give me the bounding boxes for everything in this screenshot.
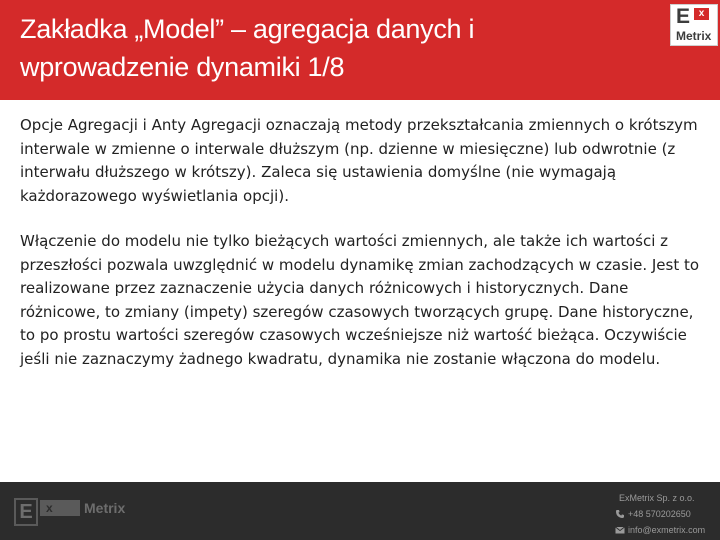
email-row <box>612 522 716 538</box>
email-icon <box>615 525 625 535</box>
slide-body <box>20 114 704 393</box>
company-name: ExMetrix Sp. z o.o. <box>619 493 695 503</box>
email-link[interactable]: info@exmetrix.com <box>628 525 706 535</box>
slide-title: Zakładka „Model” – agregacja danych i wprowadzenie dynamiki 1/8 <box>20 14 475 82</box>
contact-info <box>612 490 716 538</box>
logo-badge: x <box>694 8 709 20</box>
phone-icon <box>615 509 625 519</box>
phone-number: +48 570202650 <box>628 509 691 519</box>
paragraph-dynamics: Włączenie do modelu nie tylko bieżących wartości zmiennych, ale także ich wartości z przeszłości pozwala uwzględnić w modelu dynamikę zmian zachodzących w czasie. Jest to realizowane przez zaznaczenie użycia danych różnicowych i historycznych. Dane różnicowe, to zmiany (impety) szeregów czasowych tworzących grupę. Dane historyczne, to po prostu wartości szeregów czasowych wcześniejsze niż wartość bieżąca. Oczywiście jeśli nie zaznaczymy żadnego kwadratu, dynamika nie zostanie włączona do modelu. <box>20 232 700 368</box>
slide-header <box>0 0 720 100</box>
footer-logo-word: Metrix <box>84 500 126 516</box>
footer-logo-badge: x <box>40 500 80 516</box>
logo-word: Metrix <box>676 29 712 43</box>
logo-letter: E <box>676 5 691 28</box>
slide-footer <box>0 482 720 540</box>
exmetrix-logo <box>670 4 718 46</box>
phone-row <box>612 506 716 522</box>
paragraph-aggregation: Opcje Agregacji i Anty Agregacji oznaczają metody przekształcania zmiennych o krótszym interwale w zmienne o interwale dłuższym (np. dzienne w miesięczne) lub odwrotnie (z interwału dłuższego w krótszy). Zaleca się ustawienia domyślne (nie wymagają każdorazowego wyświetlania opcji). <box>20 116 698 205</box>
footer-logo <box>14 498 134 530</box>
footer-logo-letter: E <box>14 498 38 526</box>
